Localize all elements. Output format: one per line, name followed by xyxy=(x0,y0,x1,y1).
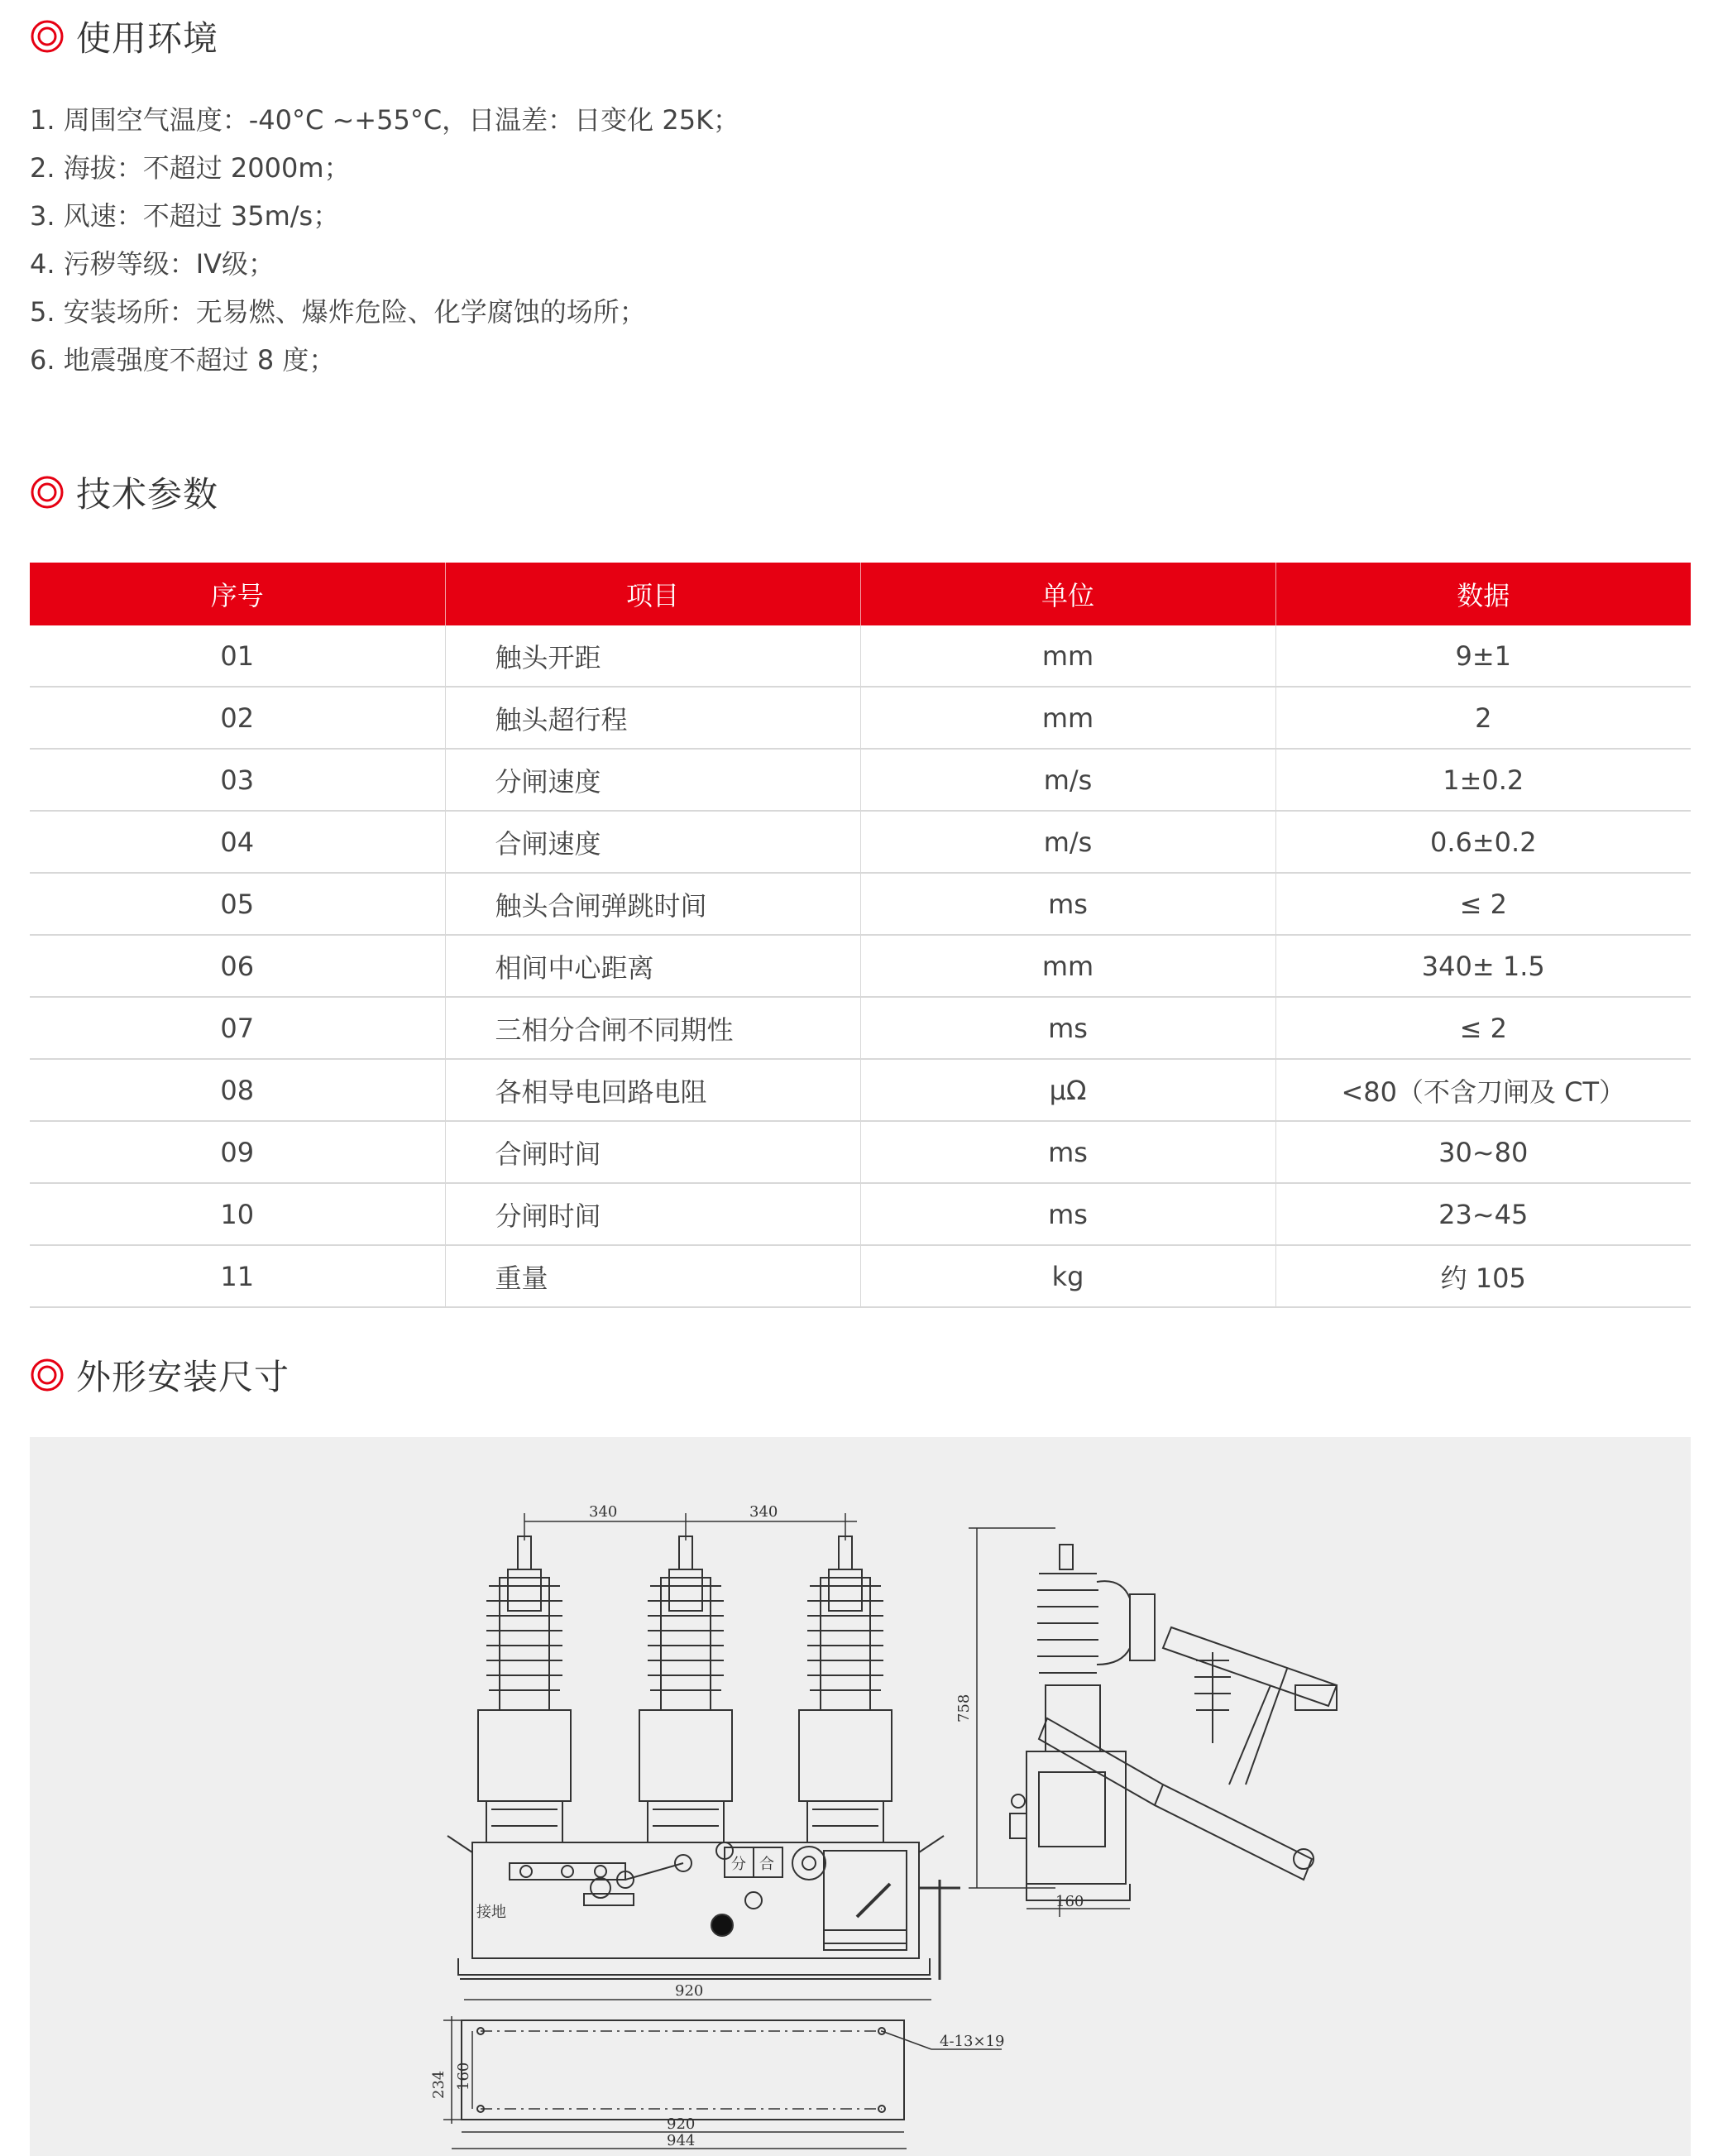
table-row xyxy=(30,997,1691,1059)
section-title-text: 使用环境 xyxy=(76,18,219,59)
cell-item: 触头合闸弹跳时间 xyxy=(445,873,860,935)
list-item: 3. 风速：不超过 35m/s； xyxy=(30,200,340,232)
cell-unit: μΩ xyxy=(860,1059,1275,1121)
cell-item: 三相分合闸不同期性 xyxy=(445,997,860,1059)
ground-label: 接地 xyxy=(476,1904,506,1921)
cell-value: <80（不含刀闸及 CT） xyxy=(1275,1059,1691,1121)
cell-unit: m/s xyxy=(860,811,1275,873)
cell-unit: mm xyxy=(860,625,1275,687)
table-row xyxy=(30,687,1691,749)
cell-item: 重量 xyxy=(445,1245,860,1307)
cell-unit: ms xyxy=(860,873,1275,935)
cell-item: 各相导电回路电阻 xyxy=(445,1059,860,1121)
list-item: 5. 安装场所：无易燃、爆炸危险、化学腐蚀的场所； xyxy=(30,296,646,328)
cell-index: 09 xyxy=(30,1121,445,1183)
list-item: 6. 地震强度不超过 8 度； xyxy=(30,344,336,376)
cell-unit: kg xyxy=(860,1245,1275,1307)
cell-item: 分闸时间 xyxy=(445,1183,860,1245)
cell-item: 触头开距 xyxy=(445,625,860,687)
cell-unit: ms xyxy=(860,1121,1275,1183)
cell-index: 05 xyxy=(30,873,445,935)
cell-index: 03 xyxy=(30,749,445,811)
cell-unit: m/s xyxy=(860,749,1275,811)
pole-1 xyxy=(478,1536,571,1842)
close-label: 合 xyxy=(759,1856,774,1873)
table-row xyxy=(30,811,1691,873)
params-table xyxy=(30,563,1691,1308)
pole-2 xyxy=(639,1536,732,1842)
cell-value: 2 xyxy=(1275,687,1691,749)
dimension-plate-depth-outer: 234 xyxy=(430,2070,447,2099)
cell-unit: mm xyxy=(860,687,1275,749)
cell-value: 9±1 xyxy=(1275,625,1691,687)
column-header-index: 序号 xyxy=(30,563,445,625)
dimension-plate-depth-inner: 160 xyxy=(455,2062,472,2091)
cell-value: ≤ 2 xyxy=(1275,873,1691,935)
cell-unit: mm xyxy=(860,935,1275,997)
cell-index: 10 xyxy=(30,1183,445,1245)
table-row xyxy=(30,1245,1691,1307)
table-row xyxy=(30,1183,1691,1245)
cell-value: ≤ 2 xyxy=(1275,997,1691,1059)
table-row xyxy=(30,749,1691,811)
cell-value: 0.6±0.2 xyxy=(1275,811,1691,873)
column-header-item: 项目 xyxy=(445,563,860,625)
table-row xyxy=(30,935,1691,997)
params-table-wrap xyxy=(30,563,1691,1308)
cell-index: 07 xyxy=(30,997,445,1059)
cell-value: 30~80 xyxy=(1275,1121,1691,1183)
table-row xyxy=(30,873,1691,935)
section-title-text: 外形安装尺寸 xyxy=(76,1357,290,1397)
section-title-text: 技术参数 xyxy=(76,474,219,515)
cell-index: 11 xyxy=(30,1245,445,1307)
open-label: 分 xyxy=(731,1856,746,1873)
cell-item: 相间中心距离 xyxy=(445,935,860,997)
double-circle-icon xyxy=(30,1358,65,1392)
section-title-params xyxy=(30,467,218,517)
cell-index: 02 xyxy=(30,687,445,749)
double-circle-icon xyxy=(30,475,65,510)
cell-index: 08 xyxy=(30,1059,445,1121)
table-header-row xyxy=(30,563,1691,625)
dimension-pitch-1: 340 xyxy=(589,1503,618,1521)
dimension-drawing xyxy=(30,1437,1691,2156)
table-body xyxy=(30,625,1691,1307)
cell-item: 触头超行程 xyxy=(445,687,860,749)
cell-unit: ms xyxy=(860,1183,1275,1245)
dimension-pitch-2: 340 xyxy=(749,1503,778,1521)
environment-list xyxy=(30,96,739,384)
column-header-value: 数据 xyxy=(1275,563,1691,625)
cell-value: 23~45 xyxy=(1275,1183,1691,1245)
cell-index: 06 xyxy=(30,935,445,997)
section-title-environment xyxy=(30,12,218,61)
table-row xyxy=(30,625,1691,687)
dimension-holes: 4-13×19 xyxy=(940,2033,1005,2050)
double-circle-icon xyxy=(30,19,65,54)
section-title-dimensions xyxy=(30,1350,290,1400)
cell-unit: ms xyxy=(860,997,1275,1059)
cell-index: 01 xyxy=(30,625,445,687)
cell-value: 340± 1.5 xyxy=(1275,935,1691,997)
cell-index: 04 xyxy=(30,811,445,873)
cell-value: 约 105 xyxy=(1275,1245,1691,1307)
dimension-side-width: 160 xyxy=(1055,1893,1084,1910)
dimension-plate-width-inner: 920 xyxy=(667,2115,696,2133)
list-item: 4. 污秽等级：IV级； xyxy=(30,248,275,280)
table-row xyxy=(30,1121,1691,1183)
list-item: 2. 海拔：不超过 2000m； xyxy=(30,152,351,184)
dimension-front-width: 920 xyxy=(675,1982,704,2000)
dimension-height: 758 xyxy=(955,1694,973,1722)
pole-3 xyxy=(799,1536,892,1842)
column-header-unit: 单位 xyxy=(860,563,1275,625)
cell-item: 合闸时间 xyxy=(445,1121,860,1183)
cell-item: 分闸速度 xyxy=(445,749,860,811)
dimension-plate-width-outer: 944 xyxy=(667,2132,696,2149)
table-row xyxy=(30,1059,1691,1121)
cell-item: 合闸速度 xyxy=(445,811,860,873)
technical-drawing xyxy=(30,1437,1691,2156)
list-item: 1. 周围空气温度：-40°C ~+55°C，日温差：日变化 25K； xyxy=(30,104,740,136)
cell-value: 1±0.2 xyxy=(1275,749,1691,811)
